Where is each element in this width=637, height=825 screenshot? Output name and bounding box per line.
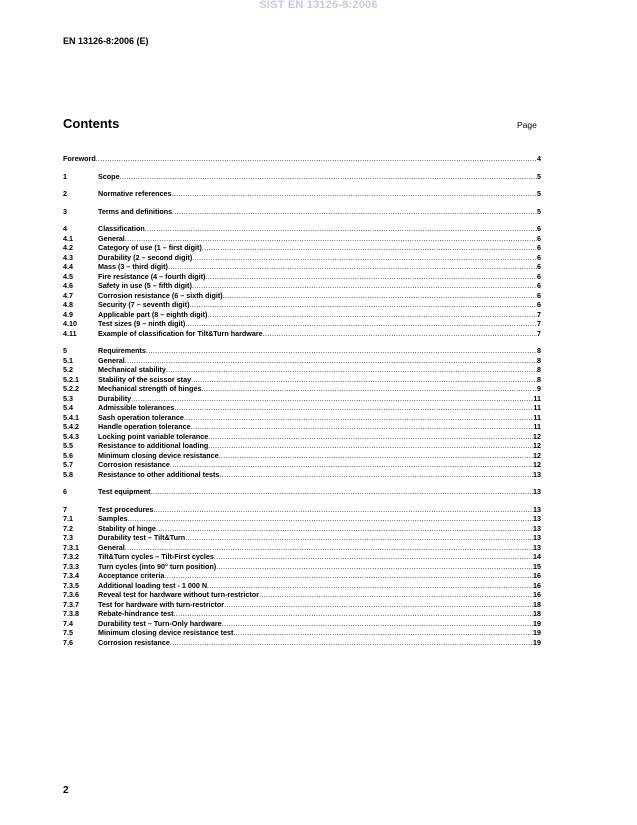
toc-section-title: Mass (3 – third digit) bbox=[98, 262, 168, 271]
toc-dot-leader bbox=[146, 346, 537, 356]
toc-section-title: Durability test – Turn-Only hardware bbox=[98, 618, 222, 628]
toc-section-title: Normative references bbox=[98, 189, 172, 198]
toc-section-number: 7.3 bbox=[63, 533, 73, 542]
toc-section-title: Durability test – Tilt&Turn bbox=[98, 533, 186, 542]
toc-entry[interactable] bbox=[63, 609, 541, 619]
toc-dot-leader bbox=[125, 234, 537, 244]
toc-dot-leader bbox=[219, 470, 533, 480]
toc-dot-leader bbox=[189, 300, 537, 310]
toc-dot-leader bbox=[201, 384, 537, 394]
toc-section-title: Requirements bbox=[98, 346, 146, 355]
toc-entry[interactable] bbox=[63, 514, 541, 524]
toc-dot-leader bbox=[168, 262, 537, 272]
toc-section-title: Mechanical stability bbox=[98, 365, 166, 374]
toc-section-number: 5.4.3 bbox=[63, 431, 79, 441]
toc-page-number: 4 bbox=[537, 154, 541, 163]
watermark: SIST EN 13126-8:2006 bbox=[259, 0, 378, 11]
toc-section-number: 5.1 bbox=[63, 355, 73, 365]
toc-page-number: 11 bbox=[533, 412, 541, 422]
toc-page-number: 6 bbox=[537, 233, 541, 243]
toc-section-title: Admissible tolerances bbox=[98, 403, 175, 412]
toc-dot-leader bbox=[120, 172, 537, 182]
toc-section-title: Acceptance criteria bbox=[98, 571, 165, 580]
toc-page-number: 6 bbox=[537, 290, 541, 300]
toc-dot-leader bbox=[219, 451, 533, 461]
toc-page-number: 19 bbox=[533, 637, 541, 647]
toc-section-number: 4.1 bbox=[63, 233, 73, 243]
toc-section-title: Resistance to other additional tests bbox=[98, 469, 220, 479]
toc-dot-leader bbox=[185, 533, 533, 543]
toc-entry[interactable] bbox=[63, 384, 541, 394]
toc-entry[interactable] bbox=[63, 189, 541, 199]
toc-section-number: 4 bbox=[63, 224, 67, 233]
toc-section-title: Corrosion resistance bbox=[98, 637, 170, 647]
toc-dot-leader bbox=[233, 628, 533, 638]
toc-section-title: Test procedures bbox=[98, 504, 154, 514]
toc-section-number: 5.7 bbox=[63, 460, 73, 469]
toc-page-number: 16 bbox=[533, 571, 541, 580]
toc-section-title: Fire resistance (4 – fourth digit) bbox=[98, 271, 206, 281]
toc-section-number: 7.3.2 bbox=[63, 552, 79, 561]
toc-section-title: Foreword bbox=[63, 154, 96, 163]
toc-page-number: 19 bbox=[533, 628, 541, 637]
toc-dot-leader bbox=[205, 272, 537, 282]
toc-page-number: 9 bbox=[537, 384, 541, 393]
toc-page-number: 6 bbox=[537, 262, 541, 271]
toc-page-number: 13 bbox=[533, 514, 541, 523]
toc-page-number: 13 bbox=[533, 504, 541, 514]
toc-entry[interactable] bbox=[63, 533, 541, 543]
toc-section-number: 4.2 bbox=[63, 243, 73, 252]
toc-entry[interactable] bbox=[63, 590, 541, 600]
toc-page-number: 8 bbox=[537, 365, 541, 374]
toc-entry[interactable] bbox=[63, 356, 541, 366]
toc-dot-leader bbox=[170, 460, 533, 470]
toc-entry[interactable] bbox=[63, 300, 541, 310]
toc-section-title: General bbox=[98, 355, 125, 365]
toc-dot-leader bbox=[208, 432, 533, 442]
toc-entry[interactable] bbox=[63, 243, 541, 253]
toc-section-title: Turn cycles (into 90° turn position) bbox=[98, 561, 217, 571]
toc-section-title: Stability of hinge bbox=[98, 523, 156, 533]
toc-entry[interactable] bbox=[63, 524, 541, 534]
toc-dot-leader bbox=[184, 413, 534, 423]
toc-entry[interactable] bbox=[63, 460, 541, 470]
toc-page-number: 11 bbox=[533, 393, 541, 403]
toc-section-number: 7.5 bbox=[63, 628, 73, 637]
toc-section-title: Mechanical strength of hinges bbox=[98, 384, 202, 393]
toc-page-number: 19 bbox=[533, 618, 541, 628]
toc-dot-leader bbox=[191, 422, 534, 432]
toc-section-title: Sash operation tolerance bbox=[98, 412, 184, 422]
toc-page-number: 16 bbox=[533, 580, 541, 590]
toc-section-number: 5.4 bbox=[63, 403, 73, 412]
toc-entry[interactable] bbox=[63, 571, 541, 581]
toc-dot-leader bbox=[156, 524, 533, 534]
toc-entry[interactable] bbox=[63, 375, 541, 385]
toc-entry[interactable] bbox=[63, 619, 541, 629]
toc-page-number: 6 bbox=[537, 243, 541, 252]
toc-page-number: 8 bbox=[537, 355, 541, 365]
toc-section-number: 5.2.1 bbox=[63, 374, 79, 384]
toc-dot-leader bbox=[185, 319, 537, 329]
toc-dot-leader bbox=[214, 552, 533, 562]
toc-entry[interactable] bbox=[63, 224, 541, 234]
toc-page-number: 8 bbox=[537, 374, 541, 384]
toc-section-title: Minimum closing device resistance test bbox=[98, 628, 234, 637]
toc-page-number: 6 bbox=[537, 271, 541, 281]
toc-page-number: 18 bbox=[533, 599, 541, 609]
toc-section-number: 4.5 bbox=[63, 271, 73, 281]
toc-entry[interactable] bbox=[63, 441, 541, 451]
toc-section-number: 4.10 bbox=[63, 319, 77, 328]
toc-dot-leader bbox=[145, 224, 537, 234]
toc-section-title: Security (7 – seventh digit) bbox=[98, 300, 190, 309]
toc-page-number: 7 bbox=[537, 328, 541, 338]
toc-entry[interactable] bbox=[63, 272, 541, 282]
toc-page-number: 5 bbox=[537, 189, 541, 198]
toc-section-title: Locking point variable tolerance bbox=[98, 431, 209, 441]
toc-dot-leader bbox=[125, 543, 533, 553]
toc-dot-leader bbox=[125, 356, 537, 366]
toc-section-title: Classification bbox=[98, 224, 145, 233]
toc-section-number: 4.4 bbox=[63, 262, 73, 271]
toc-dot-leader bbox=[192, 281, 537, 291]
toc-entry[interactable] bbox=[63, 581, 541, 591]
toc-page-number: 15 bbox=[533, 561, 541, 571]
toc-section-title: Test sizes (9 – ninth digit) bbox=[98, 319, 186, 328]
toc-page-number: 6 bbox=[537, 224, 541, 233]
toc-page-number: 7 bbox=[537, 309, 541, 319]
toc-dot-leader bbox=[170, 638, 533, 648]
toc-entry[interactable] bbox=[63, 310, 541, 320]
toc-entry[interactable] bbox=[63, 281, 541, 291]
toc-section-number: 3 bbox=[63, 206, 67, 216]
toc-dot-leader bbox=[166, 365, 537, 375]
toc-entry[interactable] bbox=[63, 319, 541, 329]
toc-section-number: 5 bbox=[63, 346, 67, 355]
toc-entry[interactable] bbox=[63, 365, 541, 375]
toc-section-number: 4.9 bbox=[63, 309, 73, 319]
toc-dot-leader bbox=[172, 189, 537, 199]
toc-dot-leader bbox=[202, 243, 537, 253]
toc-entry[interactable] bbox=[63, 628, 541, 638]
toc-section-title: Category of use (1 – first digit) bbox=[98, 243, 202, 252]
toc-section-title: Terms and definitions bbox=[98, 206, 173, 216]
toc-entry[interactable] bbox=[63, 346, 541, 356]
toc-section-title: Handle operation tolerance bbox=[98, 422, 191, 431]
toc-page-number: 16 bbox=[533, 590, 541, 599]
toc-entry[interactable] bbox=[63, 638, 541, 648]
toc-section-title: Additional loading test - 1 000 N bbox=[98, 580, 208, 590]
toc-entry[interactable] bbox=[63, 422, 541, 432]
toc-page-number: 6 bbox=[537, 281, 541, 290]
toc-page-number: 13 bbox=[533, 542, 541, 552]
toc-page-number: 5 bbox=[537, 171, 541, 181]
toc-section-number: 5.4.1 bbox=[63, 412, 79, 422]
toc-entry[interactable] bbox=[63, 403, 541, 413]
page-column-header: Page bbox=[517, 120, 537, 130]
toc-dot-leader bbox=[263, 329, 537, 339]
toc-section-number: 4.11 bbox=[63, 328, 77, 338]
toc-entry[interactable] bbox=[63, 562, 541, 572]
toc-section-title: Tilt&Turn cycles – Tilt-First cycles bbox=[98, 552, 214, 561]
toc-entry[interactable] bbox=[63, 207, 541, 217]
toc-dot-leader bbox=[208, 441, 533, 451]
toc-section-title: Test for hardware with turn-restrictor bbox=[98, 599, 225, 609]
toc-section-number: 4.6 bbox=[63, 281, 73, 290]
toc-dot-leader bbox=[259, 590, 533, 600]
toc-entry[interactable] bbox=[63, 413, 541, 423]
toc-page-number: 6 bbox=[537, 252, 541, 262]
toc-page-number: 5 bbox=[537, 206, 541, 216]
toc-section-number: 7.3.3 bbox=[63, 561, 79, 571]
toc-section-title: Reveal test for hardware without turn-restrictor bbox=[98, 590, 259, 599]
toc-dot-leader bbox=[191, 375, 537, 385]
toc-section-title: Example of classification for Tilt&Turn hardware bbox=[98, 328, 263, 338]
toc-entry[interactable] bbox=[63, 154, 541, 164]
toc-section-title: Safety in use (5 – fifth digit) bbox=[98, 281, 192, 290]
toc-entry[interactable] bbox=[63, 470, 541, 480]
toc-dot-leader bbox=[223, 291, 537, 301]
toc-page-number: 12 bbox=[533, 431, 541, 441]
toc-section-title: Samples bbox=[98, 514, 128, 523]
toc-entry[interactable] bbox=[63, 432, 541, 442]
toc-section-number: 7.3.8 bbox=[63, 609, 79, 618]
table-of-contents bbox=[63, 154, 541, 647]
toc-section-number: 5.6 bbox=[63, 450, 73, 460]
toc-page-number: 11 bbox=[533, 403, 541, 412]
toc-section-number: 5.2.2 bbox=[63, 384, 79, 393]
toc-dot-leader bbox=[151, 487, 533, 497]
toc-entry[interactable] bbox=[63, 234, 541, 244]
toc-dot-leader bbox=[216, 562, 533, 572]
toc-section-number: 4.3 bbox=[63, 252, 73, 262]
toc-section-title: Corrosion resistance bbox=[98, 460, 170, 469]
toc-dot-leader bbox=[207, 310, 537, 320]
toc-section-number: 4.7 bbox=[63, 290, 73, 300]
toc-section-title: Durability bbox=[98, 393, 132, 403]
toc-section-title: Minimum closing device resistance bbox=[98, 450, 219, 460]
toc-section-number: 2 bbox=[63, 189, 67, 198]
toc-entry[interactable] bbox=[63, 291, 541, 301]
toc-entry[interactable] bbox=[63, 329, 541, 339]
toc-entry[interactable] bbox=[63, 253, 541, 263]
toc-entry[interactable] bbox=[63, 262, 541, 272]
toc-page-number: 14 bbox=[533, 552, 541, 561]
toc-section-number: 7.3.6 bbox=[63, 590, 79, 599]
toc-dot-leader bbox=[153, 505, 533, 515]
toc-section-number: 7.6 bbox=[63, 637, 73, 647]
toc-entry[interactable] bbox=[63, 552, 541, 562]
toc-page-number: 12 bbox=[533, 441, 541, 450]
toc-page-number: 12 bbox=[533, 450, 541, 460]
toc-page-number: 13 bbox=[533, 487, 541, 496]
toc-dot-leader bbox=[224, 600, 533, 610]
toc-dot-leader bbox=[222, 619, 533, 629]
toc-section-title: Scope bbox=[98, 171, 120, 181]
document-id: EN 13126-8:2006 (E) bbox=[63, 36, 149, 46]
toc-section-title: General bbox=[98, 233, 125, 243]
toc-dot-leader bbox=[128, 514, 533, 524]
toc-dot-leader bbox=[174, 609, 534, 619]
toc-section-number: 5.5 bbox=[63, 441, 73, 450]
toc-dot-leader bbox=[96, 154, 537, 164]
toc-page-number: 6 bbox=[537, 300, 541, 309]
toc-page-number: 18 bbox=[533, 609, 541, 618]
toc-page-number: 7 bbox=[537, 319, 541, 328]
toc-section-number: 5.3 bbox=[63, 393, 73, 403]
contents-heading: Contents bbox=[63, 116, 120, 131]
toc-entry[interactable] bbox=[63, 600, 541, 610]
toc-page-number: 8 bbox=[537, 346, 541, 355]
toc-section-title: Resistance to additional loading bbox=[98, 441, 209, 450]
toc-entry[interactable] bbox=[63, 543, 541, 553]
toc-section-number: 7.3.1 bbox=[63, 542, 79, 552]
toc-section-number: 5.4.2 bbox=[63, 422, 79, 431]
toc-section-number: 5.2 bbox=[63, 365, 73, 374]
toc-dot-leader bbox=[192, 253, 537, 263]
toc-dot-leader bbox=[174, 403, 533, 413]
toc-section-title: Applicable part (8 – eighth digit) bbox=[98, 309, 208, 319]
toc-section-number: 7.3.4 bbox=[63, 571, 79, 580]
toc-section-number: 7.3.5 bbox=[63, 580, 79, 590]
toc-entry[interactable] bbox=[63, 487, 541, 497]
toc-page-number: 13 bbox=[533, 523, 541, 533]
toc-page-number: 13 bbox=[533, 533, 541, 542]
toc-section-title: Durability (2 – second digit) bbox=[98, 252, 193, 262]
toc-section-number: 6 bbox=[63, 487, 67, 496]
toc-dot-leader bbox=[131, 394, 533, 404]
toc-entry[interactable] bbox=[63, 451, 541, 461]
toc-section-title: Rebate-hindrance test bbox=[98, 609, 174, 618]
toc-section-number: 7.3.7 bbox=[63, 599, 79, 609]
toc-section-title: Stability of the scissor stay bbox=[98, 374, 192, 384]
toc-entry[interactable] bbox=[63, 505, 541, 515]
toc-section-title: Test equipment bbox=[98, 487, 151, 496]
toc-section-number: 7.1 bbox=[63, 514, 73, 523]
toc-page-number: 12 bbox=[533, 460, 541, 469]
toc-section-title: General bbox=[98, 542, 125, 552]
toc-page-number: 11 bbox=[533, 422, 541, 431]
toc-section-number: 7.4 bbox=[63, 618, 73, 628]
toc-section-number: 5.8 bbox=[63, 469, 73, 479]
toc-entry[interactable] bbox=[63, 394, 541, 404]
toc-section-number: 4.8 bbox=[63, 300, 73, 309]
toc-dot-leader bbox=[172, 207, 537, 217]
toc-entry[interactable] bbox=[63, 172, 541, 182]
toc-dot-leader bbox=[207, 581, 533, 591]
toc-section-title: Corrosion resistance (6 – sixth digit) bbox=[98, 290, 223, 300]
toc-section-number: 1 bbox=[63, 171, 67, 181]
toc-dot-leader bbox=[164, 571, 533, 581]
toc-page-number: 13 bbox=[533, 469, 541, 479]
page-number: 2 bbox=[63, 785, 69, 796]
toc-section-number: 7.2 bbox=[63, 523, 73, 533]
toc-section-number: 7 bbox=[63, 504, 67, 514]
